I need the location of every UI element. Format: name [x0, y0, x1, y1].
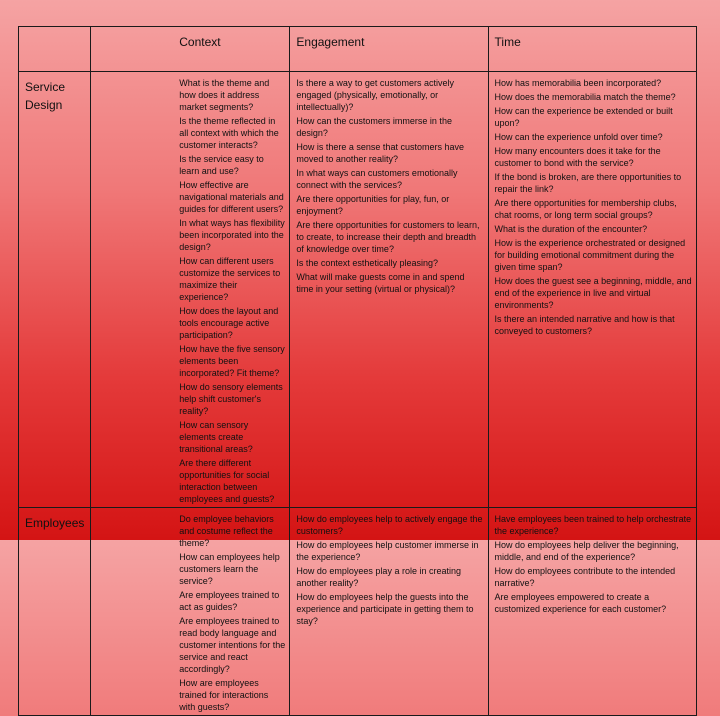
question-item: Do employee behaviors and costume reflect the theme?: [179, 514, 274, 548]
question-item: How is there a sense that customers have moved to another reality?: [296, 142, 464, 164]
question-item: In what ways has flexibility been incorporated into the design?: [179, 218, 285, 252]
question-item: Have employees been trained to help orchestrate the experience?: [494, 514, 692, 536]
column-header-engagement: Engagement: [290, 27, 488, 72]
question-item: Are employees empowered to create a customized experience for each customer?: [494, 592, 667, 614]
cell-service-design-time: [488, 72, 696, 508]
cell-service-design-context: [91, 72, 290, 508]
cell-employees-engagement: [290, 508, 488, 716]
question-item: Are there different opportunities for social interaction between employees and guests?: [179, 458, 275, 504]
question-item: How are employees trained for interactions with guests?: [179, 678, 269, 712]
question-item: Is there an intended narrative and how is that conveyed to customers?: [494, 314, 675, 336]
question-item: How do sensory elements help shift customer's reality?: [179, 382, 283, 416]
question-item: How effective are navigational materials and guides for different users?: [179, 180, 284, 214]
question-item: How can sensory elements create transitional areas?: [179, 420, 253, 454]
question-item: Are there opportunities for membership clubs, chat rooms, or long term social groups?: [494, 198, 677, 220]
question-item: How can employees help customers learn the service?: [179, 552, 280, 586]
row-label-employees: Employees: [19, 508, 91, 716]
row-label-service-design: Service Design: [19, 72, 91, 508]
question-item: How can the experience be extended or built upon?: [494, 106, 673, 128]
question-item: Are there opportunities for play, fun, or enjoyment?: [296, 194, 450, 216]
question-item: How does the guest see a beginning, middle, and end of the experience in live and virtual environments?: [494, 276, 692, 310]
question-item: What is the theme and how does it address market segments?: [179, 78, 270, 112]
question-item: If the bond is broken, are there opportunities to repair the link?: [494, 172, 682, 194]
question-item: How has memorabilia been incorporated?: [494, 78, 662, 88]
question-item: How do employees contribute to the intended narrative?: [494, 566, 676, 588]
question-item: What is the duration of the encounter?: [494, 224, 648, 234]
question-item: How can the customers immerse in the design?: [296, 116, 452, 138]
question-item: Is the context esthetically pleasing?: [296, 258, 438, 268]
cell-service-design-engagement: [290, 72, 488, 508]
question-item: How does the memorabilia match the theme?: [494, 92, 676, 102]
question-item: How many encounters does it take for the customer to bond with the service?: [494, 146, 661, 168]
cell-employees-context: [91, 508, 290, 716]
question-item: How do employees help the guests into the experience and participate in getting them to stay?: [296, 592, 474, 626]
question-item: How do employees play a role in creating another reality?: [296, 566, 461, 588]
row-service-design: [19, 72, 697, 508]
column-header-context: Context: [91, 27, 290, 72]
column-header-time: Time: [488, 27, 696, 72]
question-item: Are there opportunities for customers to learn, to create, to increase their depth and breadth of knowledge over time?: [296, 220, 480, 254]
question-item: How do employees help deliver the beginning, middle, and end of the experience?: [494, 540, 679, 562]
question-item: How can the experience unfold over time?: [494, 132, 663, 142]
question-item: Is there a way to get customers actively engaged (physically, emotionally, or intellectually)?: [296, 78, 454, 112]
question-item: How is the experience orchestrated or designed for building emotional commitment during the given time span?: [494, 238, 686, 272]
question-item: What will make guests come in and spend time in your setting (virtual or physical)?: [296, 272, 465, 294]
question-item: Is the service easy to learn and use?: [179, 154, 264, 176]
question-item: How do employees help customer immerse in the experience?: [296, 540, 479, 562]
question-item: Are employees trained to read body language and customer intentions for the service and react accordingly?: [179, 616, 286, 674]
service-design-matrix: [18, 26, 697, 716]
header-row: [19, 27, 697, 72]
question-item: How have the five sensory elements been incorporated? Fit theme?: [179, 344, 285, 378]
question-item: How can different users customize the services to maximize their experience?: [179, 256, 281, 302]
question-item: How does the layout and tools encourage active participation?: [179, 306, 279, 340]
question-item: Are employees trained to act as guides?: [179, 590, 280, 612]
question-item: In what ways can customers emotionally connect with the services?: [296, 168, 458, 190]
cell-employees-time: [488, 508, 696, 716]
question-item: How do employees help to actively engage the customers?: [296, 514, 483, 536]
question-item: Is the theme reflected in all context with which the customer interacts?: [179, 116, 279, 150]
row-employees: [19, 508, 697, 716]
corner-cell: [19, 27, 91, 72]
